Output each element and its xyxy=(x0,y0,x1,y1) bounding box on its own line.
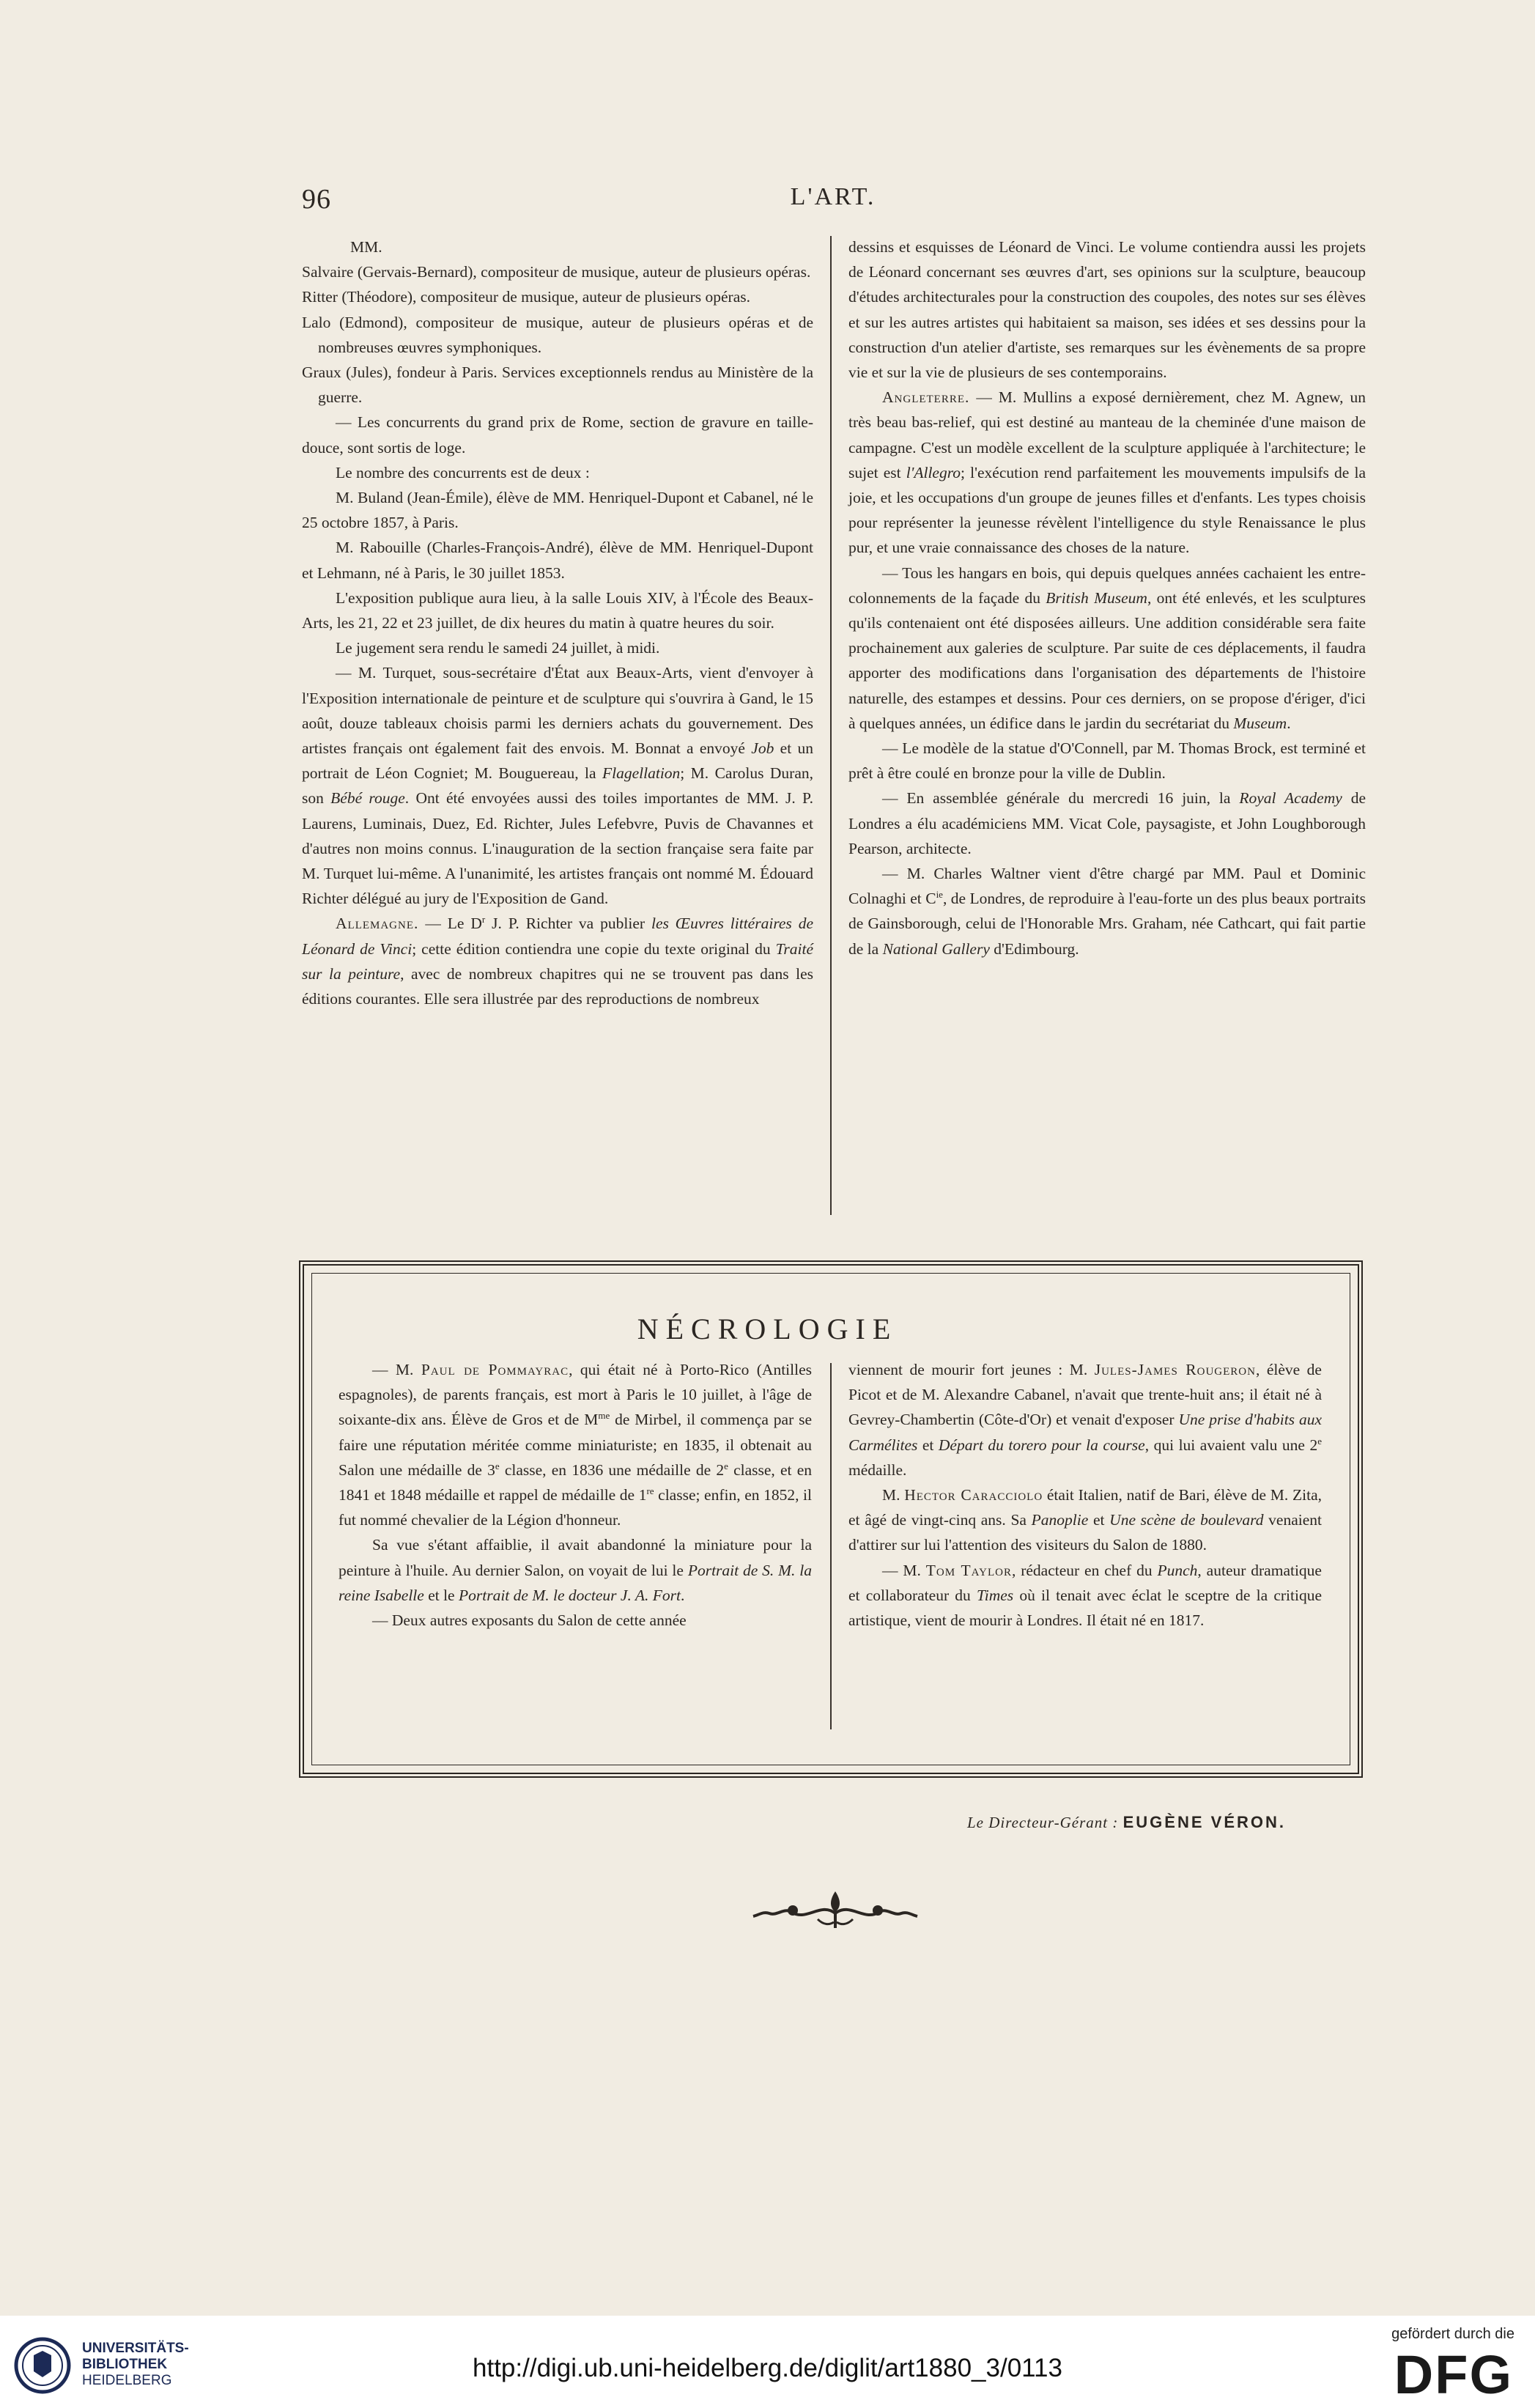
text: , qui lui avaient valu une 2 xyxy=(1144,1436,1318,1454)
necrologie-right-column xyxy=(848,1357,1322,1633)
text: classe; enfin, en 1852, il fut nommé chevalier de la Légion d'honneur. xyxy=(339,1486,812,1529)
text: ; cette édition contiendra une copie du texte original du xyxy=(412,939,776,958)
paragraph: Salvaire (Gervais-Bernard), compositeur de musique, auteur de plusieurs opéras. xyxy=(302,263,811,281)
text: . xyxy=(1287,714,1291,732)
artwork-title: Flagellation xyxy=(602,764,681,783)
superscript: re xyxy=(646,1485,654,1496)
text: — M. Turquet, sous-secrétaire d'État aux Beaux-Arts, vient d'envoyer à l'Exposition internationale de peinture et de sculpture qui s'ouvrira à Gand, le 15 août, douze tableaux choisis parmi les derniers achats du gouvernement. Des artistes français ont également fait des envois. M. Bonnat a envoyé xyxy=(302,664,813,758)
superscript: e xyxy=(495,1460,500,1471)
text: médaille. xyxy=(848,1460,907,1479)
artwork-title: l'Allegro xyxy=(906,463,961,481)
text: — Le D xyxy=(418,915,482,933)
text: , avec de nombreux chapitres qui ne se trouvent pas dans les éditions courantes. Elle sera illustrée par des reproductions de nombreux xyxy=(302,964,813,1008)
artwork-title: Portrait de M. le docteur J. A. Fort xyxy=(458,1586,681,1604)
paragraph xyxy=(848,385,1366,560)
right-column xyxy=(848,234,1366,961)
publication-title: Times xyxy=(976,1586,1014,1604)
column-divider xyxy=(830,236,832,1215)
text: et xyxy=(1088,1511,1110,1529)
section-heading: Allemagne. xyxy=(336,915,419,933)
necrologie-column-divider xyxy=(830,1363,832,1729)
paragraph: dessins et esquisses de Léonard de Vinci. Le volume contiendra aussi les projets de Léonard concernant ses œuvres d'art, ses opinions sur la sculpture, beaucoup d'études architecturales pour la construction des coupoles, des notes sur ses élèves et sur les autres artistes qui habitaient sa maison, ses idées et ses dessins pour la construction d'un atelier d'artiste, ses remarques sur les évènements de sa propre vie et sur la vie de plusieurs de ses contemporains. xyxy=(848,238,1366,382)
institution-name: Royal Academy xyxy=(1239,789,1342,808)
paragraph xyxy=(848,861,1366,961)
book-title: les Œuvres littéraires de Léonard de Vinci xyxy=(302,915,814,958)
text: ; M. Carolus Duran, son xyxy=(302,764,814,808)
text: J. P. Richter va publier xyxy=(485,915,651,933)
text: d'Edimbourg. xyxy=(989,939,1079,958)
artwork-title: Une prise d'habits aux Carmélites xyxy=(848,1411,1322,1454)
paragraph: — Le modèle de la statue d'O'Connell, par M. Thomas Brock, est terminé et prêt à être coulé en bronze pour la ville de Dublin. xyxy=(848,739,1366,783)
running-title: L'ART. xyxy=(790,183,876,210)
person-name: Paul de Pommayrac xyxy=(421,1361,569,1378)
book-title: Traité sur la peinture xyxy=(302,939,813,983)
artwork-title: Bébé rouge xyxy=(330,789,405,808)
paragraph: MM. xyxy=(350,238,382,256)
paragraph xyxy=(339,1532,812,1608)
artwork-title: Départ du torero pour la course xyxy=(938,1436,1145,1454)
superscript: r xyxy=(481,914,486,926)
paragraph xyxy=(848,786,1366,861)
paragraph: M. Rabouille (Charles-François-André), élève de MM. Henriquel-Dupont et Lehmann, né à Paris, le 30 juillet 1853. xyxy=(302,539,813,582)
text: était Italien, natif de Bari, élève de M. Zita, et âgé de vingt-cinq ans. Sa xyxy=(848,1486,1322,1529)
left-column xyxy=(302,234,813,1011)
signature-label: Le Directeur-Gérant : xyxy=(966,1814,1119,1831)
publication-title: Punch xyxy=(1157,1561,1198,1579)
text: , de Londres, de reproduire à l'eau-forte un des plus beaux portraits de Gainsborough, celui de l'Honorable Mrs. Graham, née Cathcart, qui fait partie de la xyxy=(848,890,1366,958)
text: , rédacteur en chef du xyxy=(1011,1561,1158,1579)
institution-name: National Gallery xyxy=(882,939,990,958)
text: — M. xyxy=(372,1361,421,1378)
source-url[interactable]: http://digi.ub.uni-heidelberg.de/diglit/art1880_3/0113 xyxy=(473,2354,1062,2382)
page-header xyxy=(302,183,1364,220)
artwork-title: Job xyxy=(751,739,774,758)
fleuron-ornament-icon xyxy=(747,1887,923,1931)
signature xyxy=(967,1813,1286,1832)
library-name-line: UNIVERSITÄTS- xyxy=(82,2341,189,2356)
necrologie-title: NÉCROLOGIE xyxy=(637,1312,898,1345)
page-number: 96 xyxy=(302,184,331,215)
paragraph xyxy=(302,660,813,911)
institution-name: Museum xyxy=(1233,714,1287,732)
paragraph: — Deux autres exposants du Salon de cette année xyxy=(372,1611,687,1630)
text: . Ont été envoyées aussi des toiles importantes de MM. J. P. Laurens, Luminais, Duez, Ed. Richter, Jules Lefebvre, Puvis de Chavannes et d'autres non moins connus. L'inauguration de la section française sera faite par M. Turquet lui-même. A l'unanimité, les artistes français ont nommé M. Édouard Richter délégué au jury de l'Exposition de Gand. xyxy=(302,789,813,908)
footer-bar xyxy=(0,2316,1535,2408)
text: où il tenait avec éclat le sceptre de la critique artistique, vient de mourir à Londres. Il était né en 1817. xyxy=(848,1586,1322,1630)
dfg-logo: DFG xyxy=(1394,2344,1513,2405)
text: — M. xyxy=(882,1561,926,1579)
paragraph xyxy=(848,1482,1322,1558)
library-name-line: HEIDELBERG xyxy=(82,2373,172,2388)
superscript: e xyxy=(724,1460,728,1471)
funding-note: gefördert durch die xyxy=(1391,2326,1514,2342)
text: , élève de Picot et de M. Alexandre Cabanel, n'avait que trente-huit ans; il était né à Gevrey-Chambertin (Côte-d'Or) et venait d'exposer xyxy=(848,1361,1322,1429)
person-name: Jules-James Rougeron xyxy=(1094,1361,1256,1378)
text: de Mirbel, il commença par se faire une réputation méritée comme miniaturiste; en 1835, il obtenait au Salon une médaille de 3 xyxy=(339,1411,812,1479)
paragraph: M. Buland (Jean-Émile), élève de MM. Henriquel-Dupont et Cabanel, né le 25 octobre 1857, à Paris. xyxy=(302,489,813,532)
paragraph: Lalo (Edmond), compositeur de musique, auteur de plusieurs opéras et de nombreuses œuvres symphoniques. xyxy=(302,313,813,356)
necrologie-left-column xyxy=(339,1357,812,1633)
paragraph xyxy=(848,1357,1322,1482)
text: , qui était né à Porto-Rico (Antilles espagnoles), de parents français, est mort à Paris le 10 juillet, à l'âge de soixante-dix ans. Élève de Gros et de M xyxy=(339,1361,812,1429)
artwork-title: Une scène de boulevard xyxy=(1109,1511,1264,1529)
text: classe, en 1836 une médaille de 2 xyxy=(499,1460,725,1479)
paragraph: — Les concurrents du grand prix de Rome, section de gravure en taille-douce, sont sortis de loge. xyxy=(302,413,813,457)
section-heading: Angleterre. xyxy=(882,388,970,407)
text: . xyxy=(680,1586,685,1604)
paragraph: Le jugement sera rendu le samedi 24 juillet, à midi. xyxy=(336,639,660,657)
text: et xyxy=(917,1436,939,1454)
paragraph: L'exposition publique aura lieu, à la salle Louis XIV, à l'École des Beaux-Arts, les 21, 22 et 23 juillet, de dix heures du matin à quatre heures du soir. xyxy=(302,588,813,632)
text: et un portrait de Léon Cogniet; M. Bouguereau, la xyxy=(302,739,813,783)
paragraph: Le nombre des concurrents est de deux : xyxy=(336,463,590,481)
text: de Londres a élu académiciens MM. Vicat Cole, paysagiste, et John Loughborough Pearson, architecte. xyxy=(848,789,1366,857)
text: , ont été enlevés, et les sculptures qu'ils contenaient ont été disposées ailleurs. Une addition considérable sera faite prochainement aux galeries de sculpture. Par suite de ces déplacements, il faudra apporter des modifications dans l'organisation des départements de l'histoire naturelle, des estampes et dessins. Pour ces derniers, on se propose d'ériger, d'ici à quelques années, un édifice dans le jardin du secrétariat du xyxy=(848,588,1366,732)
paragraph xyxy=(848,1558,1322,1633)
text: — Tous les hangars en bois, qui depuis quelques années cachaient les entre-colonnements de la façade du xyxy=(848,564,1366,607)
paragraph xyxy=(302,911,813,1011)
text: viennent de mourir fort jeunes : M. xyxy=(848,1361,1095,1378)
paragraph: Ritter (Théodore), compositeur de musique, auteur de plusieurs opéras. xyxy=(302,288,750,306)
text: Sa vue s'étant affaiblie, il avait abandonné la miniature pour la peinture à l'huile. Au dernier Salon, on voyait de lui le xyxy=(339,1536,812,1579)
text: et le xyxy=(423,1586,459,1604)
superscript: ie xyxy=(936,889,943,901)
institution-name: British Museum xyxy=(1046,588,1147,607)
text: M. xyxy=(882,1486,905,1504)
superscript: e xyxy=(1317,1435,1322,1447)
signature-name: EUGÈNE VÉRON. xyxy=(1122,1813,1286,1831)
text: — M. Mullins a exposé dernièrement, chez M. Agnew, un très beau bas-relief, qui est destiné au manteau de la cheminée d'une maison de campagne. C'est un modèle excellent de la sculpture appliquée à l'architecture; le sujet est xyxy=(848,388,1366,481)
text: ; l'exécution rend parfaitement les mouvements impulsifs de la joie, et les occupations d'un groupe de jeunes filles et d'enfants. Les types choisis pour représenter la jeunesse révèlent l'intelligence du style Renaissance le plus pur, et une vraie connaissance des choses de la nature. xyxy=(848,463,1366,557)
paragraph xyxy=(339,1357,812,1532)
text: — M. Charles Waltner vient d'être chargé par MM. Paul et Dominic Colnaghi et C xyxy=(848,865,1366,908)
text: — En assemblée générale du mercredi 16 juin, la xyxy=(882,789,1240,808)
paragraph xyxy=(848,561,1366,736)
text: venaient d'attirer sur lui l'attention des visiteurs du Salon de 1880. xyxy=(848,1511,1322,1554)
person-name: Hector Caracciolo xyxy=(904,1486,1043,1504)
library-name-line: BIBLIOTHEK xyxy=(82,2357,168,2372)
superscript: me xyxy=(598,1410,610,1422)
person-name: Tom Taylor xyxy=(925,1561,1012,1579)
artwork-title: Panoplie xyxy=(1031,1511,1089,1529)
paragraph: Graux (Jules), fondeur à Paris. Services exceptionnels rendus au Ministère de la guerre. xyxy=(302,363,813,407)
text: classe, et en 1841 et 1848 médaille et rappel de médaille de 1 xyxy=(339,1460,812,1504)
artwork-title: Portrait de S. M. la reine Isabelle xyxy=(339,1561,812,1604)
text: , auteur dramatique et collaborateur du xyxy=(848,1561,1322,1604)
